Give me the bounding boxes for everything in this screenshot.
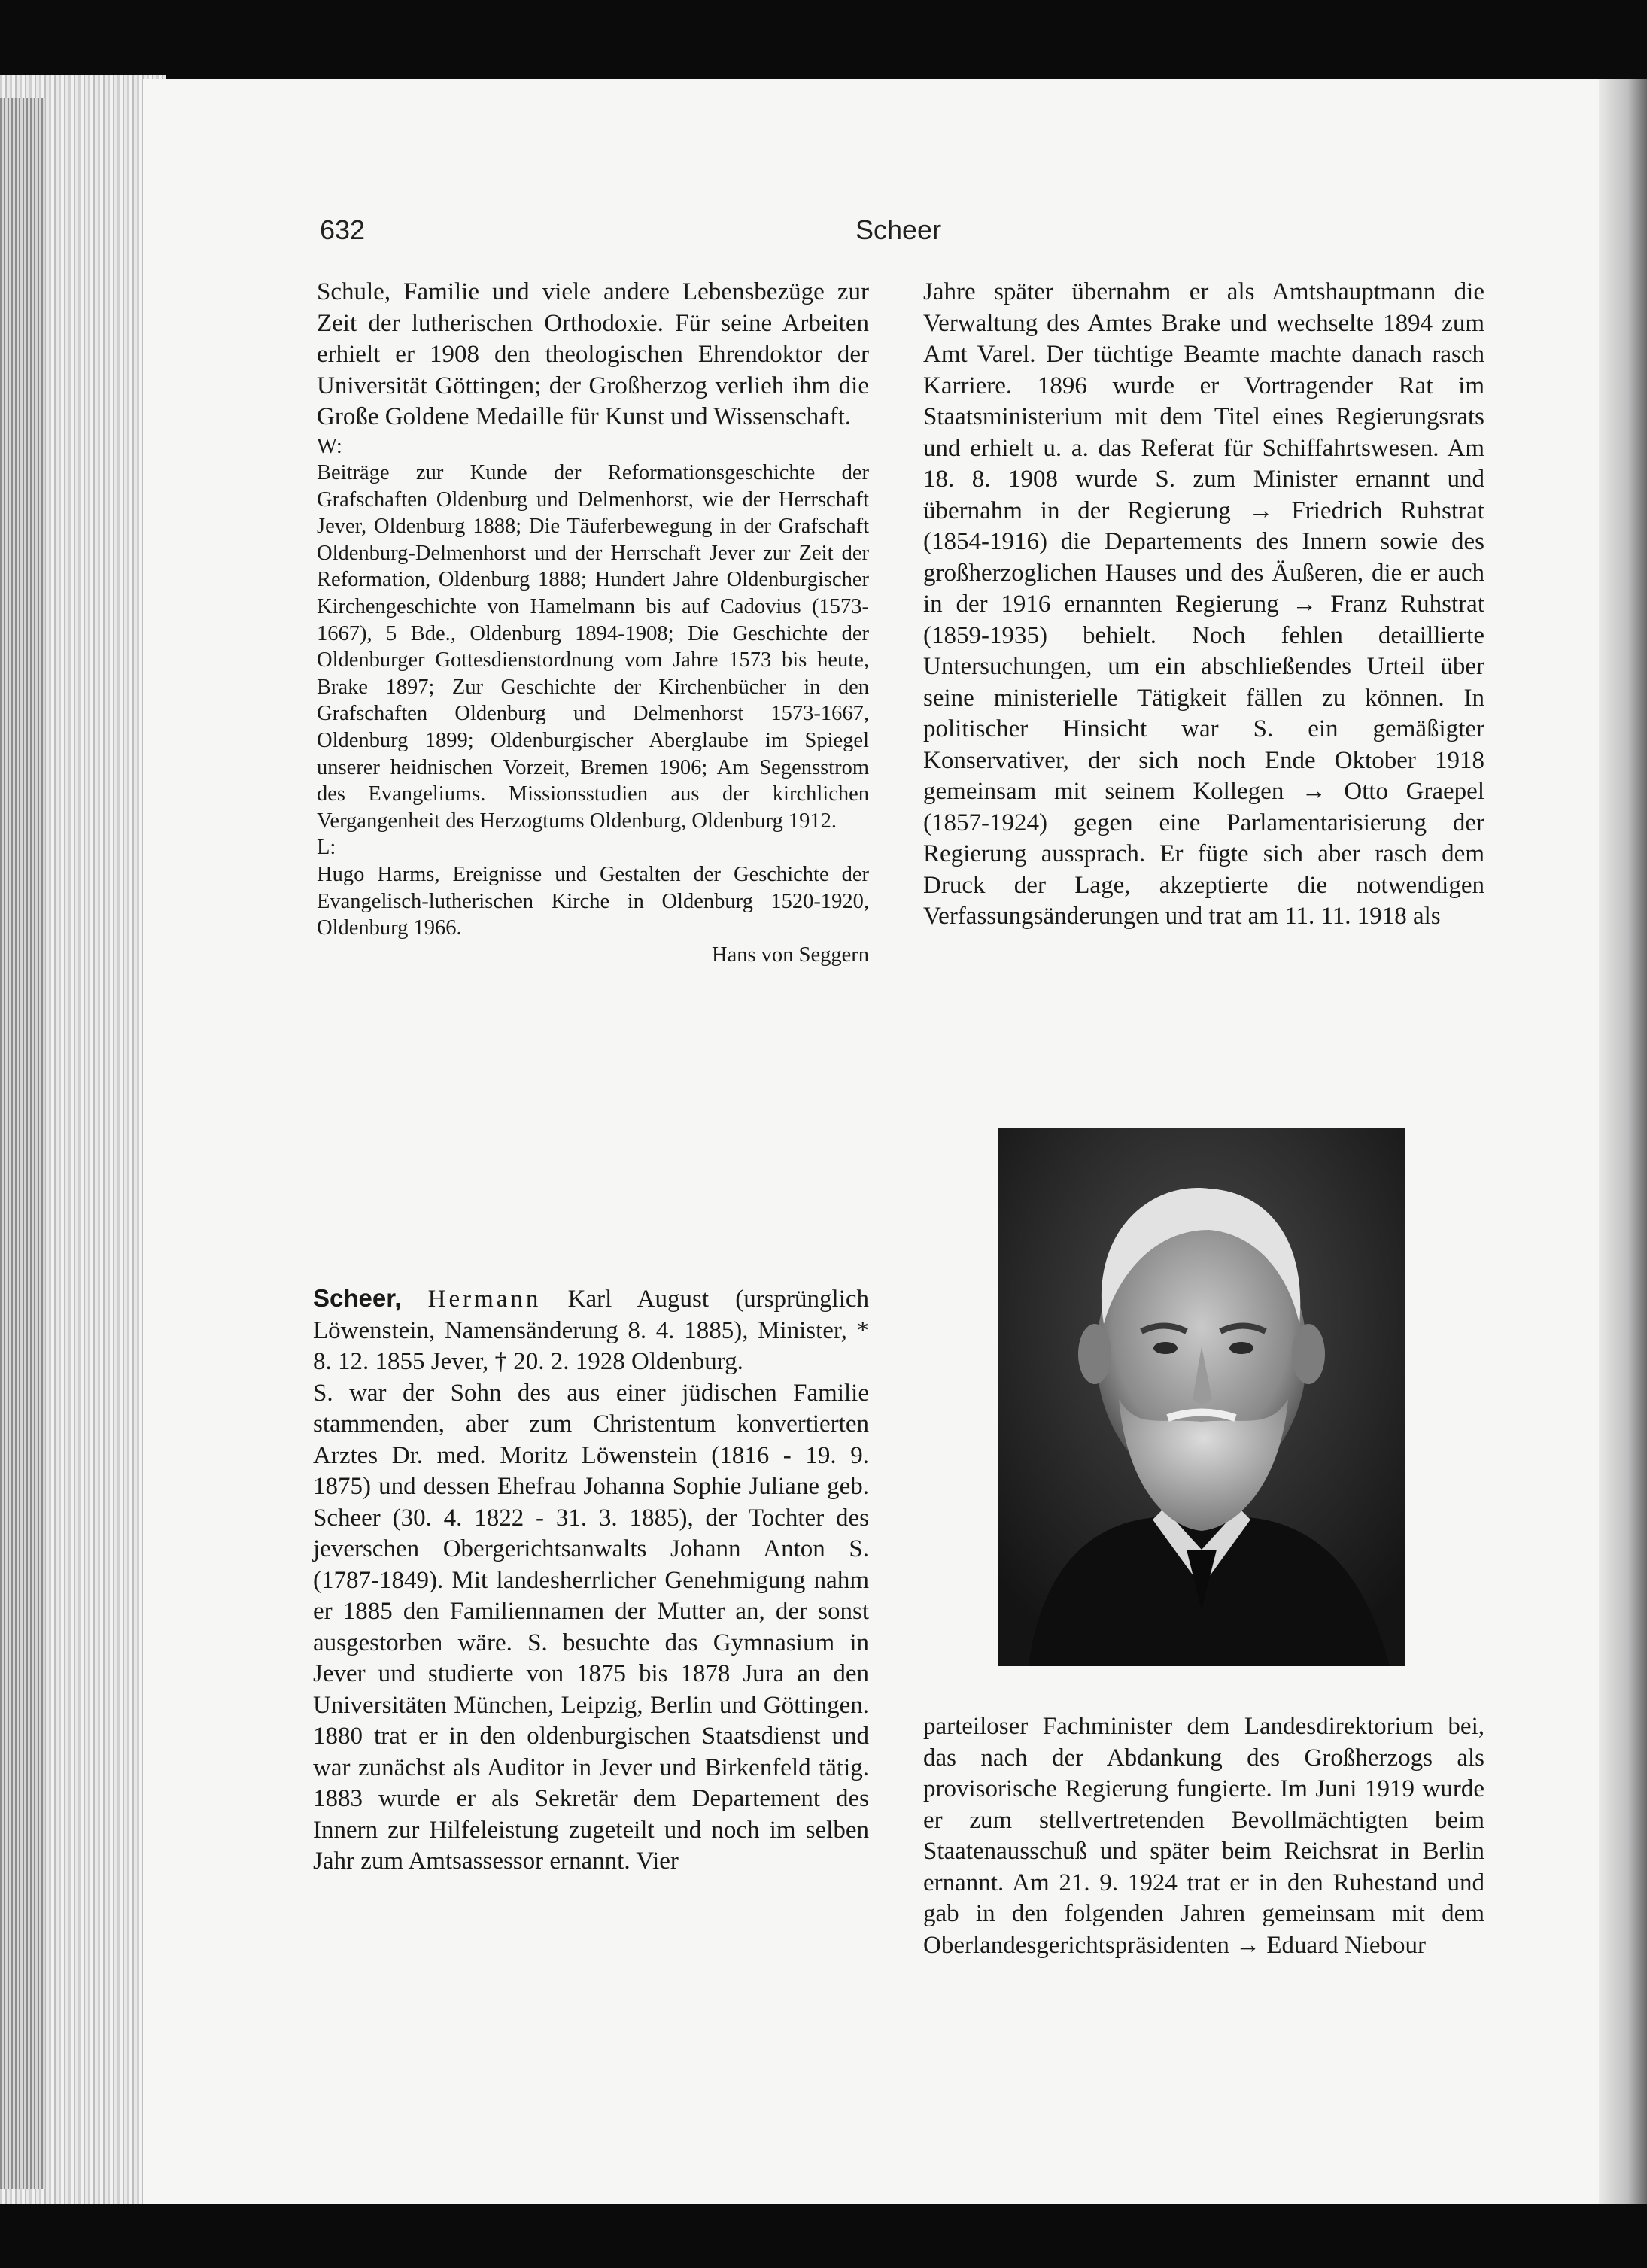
biography-continued: Jahre später übernahm er als Amtshauptmann die Verwaltung des Amtes Brake und wechselte 1894 zum Amt Varel. Der tüchtige Beamte machte danach rasch Karriere. 1896 wurde er Vortragender Rat im Staatsministerium mit dem Titel eines Regierungsrats und erhielt u. a. das Referat für Schiffahrtswesen. Am 18. 8. 1908 wurde S. zum Minister ernannt und übernahm in der Regierung → Friedrich Ruhstrat (1854-1916) die Departements des Innern sowie des großherzoglichen Hauses und des Äußeren, die er auch in der 1916 ernannten Regierung → Franz Ruhstrat (1859-1935) behielt. Noch fehlen detaillierte Untersuchungen, um ein abschließendes Urteil über seine ministerielle Tätigkeit fällen zu können. In politischer Hinsicht war S. ein gemäßigter Konservativer, der sich noch Ende Oktober 1918 gemeinsam mit seinem Kollegen → Otto Graepel (1857-1924) gegen eine Parlamentarisierung der Regierung aussprach. Er fügte sich aber rasch dem Druck der Lage, akzeptierte die notwendigen Verfassungsänderungen und trat am 11. 11. 1918 als <box>923 278 1484 930</box>
left-column-top <box>317 277 869 968</box>
scan-background-top <box>0 0 1647 79</box>
left-column-bottom <box>313 1283 869 1878</box>
biography-continued-2: parteiloser Fachminister dem Landesdirektorium bei, das nach der Abdankung des Großherzogs als provisorische Regierung fungierte. Im Juni 1919 wurde er zum stellvertretenden Bevollmächtigten beim Staatenausschuß und später beim Reichsrat in Berlin ernannt. Am 21. 9. 1924 trat er in den Ruhestand und gab in den folgenden Jahren gemeinsam mit dem Oberlandesgerichtspräsidenten → Eduard Niebour <box>923 1713 1484 1959</box>
biography-paragraph: S. war der Sohn des aus einer jüdischen Familie stammenden, aber zum Christentum konvertierten Arztes Dr. med. Moritz Löwenstein (1816 - 19. 9. 1875) und dessen Ehefrau Johanna Sophie Juliane geb. Scheer (30. 4. 1822 - 31. 3. 1885), der Tochter des jeverschen Obergerichtsanwalts Johann Anton S. (1787-1849). Mit landesherrlicher Genehmigung nahm er 1885 den Familiennamen der Mutter an, der sonst ausgestorben wäre. S. besuchte das Gymnasium in Jever und studierte von 1875 bis 1878 Jura an den Universitäten München, Leipzig, Berlin und Göttingen. 1880 trat er in den oldenburgischen Staatsdienst und war zunächst als Auditor in Jever und Birkenfeld tätig. 1883 wurde er als Sekretär dem Departement des Innern zur Hilfeleistung zugeteilt und noch im selben Jahr zum Amtsassessor ernannt. Vier <box>313 1379 869 1875</box>
page-number: 632 <box>320 214 366 245</box>
entry-details: Karl August (ursprünglich Löwenstein, Namensänderung 8. 4. 1885), Minister, * 8. 12. 1855 Jever, † 20. 2. 1928 Oldenburg. <box>313 1286 870 1375</box>
author-signature: Hans von Seggern <box>712 943 869 967</box>
page-edges-outer <box>0 98 45 2189</box>
literature-label: L: <box>317 836 336 860</box>
entry-surname: Scheer, <box>313 1284 402 1312</box>
closing-paragraph: Schule, Familie und viele andere Lebensbezüge zur Zeit der lutherischen Orthodoxie. Für seine Arbeiten erhielt er 1908 den theologischen Ehrendoktor der Universität Göttingen; der Großherzog verlieh ihm die Große Goldene Medaille für Kunst und Wissenschaft. <box>317 278 869 430</box>
portrait-image <box>998 1128 1405 1666</box>
right-column-top <box>923 277 1484 933</box>
running-head: Scheer <box>855 214 942 245</box>
literature-list: Hugo Harms, Ereignisse und Gestalten der Geschichte der Evangelisch-lutherischen Kirche in Oldenburg 1520-1920, Oldenburg 1966. <box>317 863 869 940</box>
works-label: W: <box>317 434 342 458</box>
scan-background-bottom <box>0 2204 1647 2268</box>
entry-heading <box>313 1283 869 1378</box>
page-header <box>320 214 1621 252</box>
page-gutter <box>1599 79 1647 2208</box>
entry-given-name: Hermann <box>427 1286 542 1313</box>
works-list: Beiträge zur Kunde der Reformationsgeschichte der Grafschaften Oldenburg und Delmenhorst, wie der Herrschaft Jever, Oldenburg 1888; Die Täuferbewegung in der Grafschaft Oldenburg-Delmenhorst und der Herrschaft Jever zur Zeit der Reformation, Oldenburg 1888; Hundert Jahre Oldenburgischer Kirchengeschichte von Hamelmann bis auf Cadovius (1573-1667), 5 Bde., Oldenburg 1894-1908; Die Geschichte der Oldenburger Gottesdienstordnung vom Jahre 1573 bis heute, Brake 1897; Zur Geschichte der Kirchenbücher in den Grafschaften Oldenburg und Delmenhorst 1573-1667, Oldenburg 1899; Oldenburgischer Aberglaube im Spiegel unserer heidnischen Vorzeit, Bremen 1906; Am Segensstrom des Evangeliums. Missionsstudien aus der kirchlichen Vergangenheit des Herzogtums Oldenburg, Oldenburg 1912. <box>317 461 869 833</box>
right-column-bottom <box>923 1711 1484 1961</box>
portrait-photo <box>998 1128 1405 1666</box>
